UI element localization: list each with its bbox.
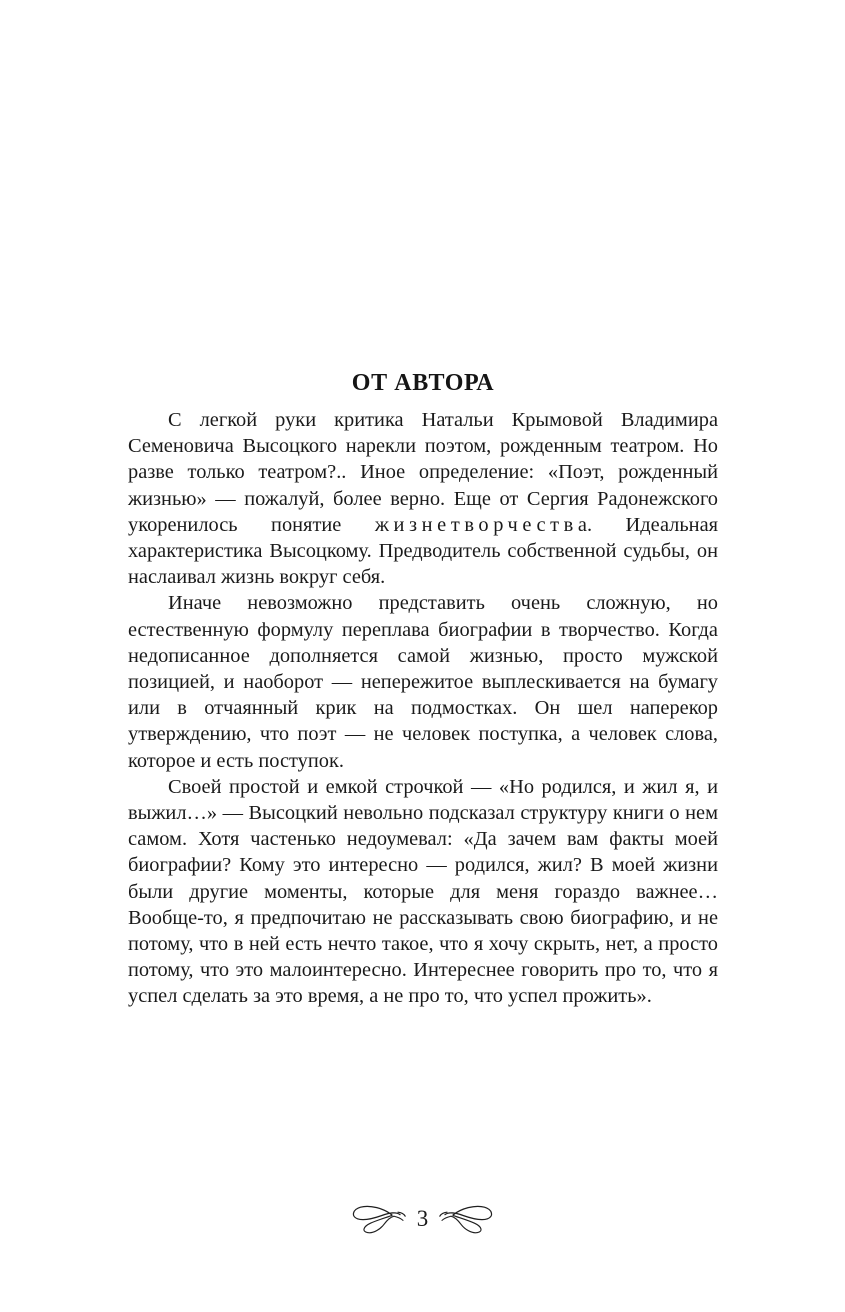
- page-title: ОТ АВТОРА: [351, 370, 495, 396]
- page-number: 3: [416, 1205, 429, 1231]
- emphasis-letterspaced: жизнетворчеств: [374, 513, 578, 536]
- paragraph: С легкой руки критика Натальи Крымовой Владимира Семеновича Высоцкого нарекли поэтом, рожденным театром. Но разве только театром?.. Иное определение: «Поэт, рожденный жизнью» — пожалуй, более верно. Еще от Сергия Радонежского укоренилось понятие жизнетворчества. Идеальная характеристика Высоцкому. Предводитель собственной судьбы, он наслаивал жизнь вокруг себя.: [128, 409, 718, 589]
- text-block: [128, 368, 718, 1010]
- paragraph: Своей простой и емкой строчкой — «Но родился, и жил я, и выжил…» — Высоцкий невольно подсказал структуру книги о нем самом. Хотя частенько недоумевал: «Да зачем вам факты моей биографии? Кому это интересно — родился, жил? В моей жизни были другие моменты, которые для меня гораздо важнее… Вообще-то, я предпочитаю не рассказывать свою биографию, и не потому, что в ней есть нечто такое, что я хочу скрыть, нет, а просто потому, что это малоинтересно. Интереснее говорить про то, что я успел сделать за это время, а не про то, что успел прожить».: [128, 775, 718, 1008]
- paragraph: Иначе невозможно представить очень сложную, но естественную формулу переплава биографии в творчество. Когда недописанное дополняется самой жизнью, просто мужской позицией, и наоборот — непережитое выплескивается на бумагу или в отчаянный крик на подмостках. Он шел наперекор утверждению, что поэт — не человек поступка, а человек слова, которое и есть поступок.: [128, 592, 718, 772]
- body-text: [128, 407, 718, 1010]
- flourish-swash-right-icon: [435, 1202, 497, 1236]
- flourish-swash-left-icon: [348, 1202, 410, 1236]
- page-footer: [0, 1196, 845, 1242]
